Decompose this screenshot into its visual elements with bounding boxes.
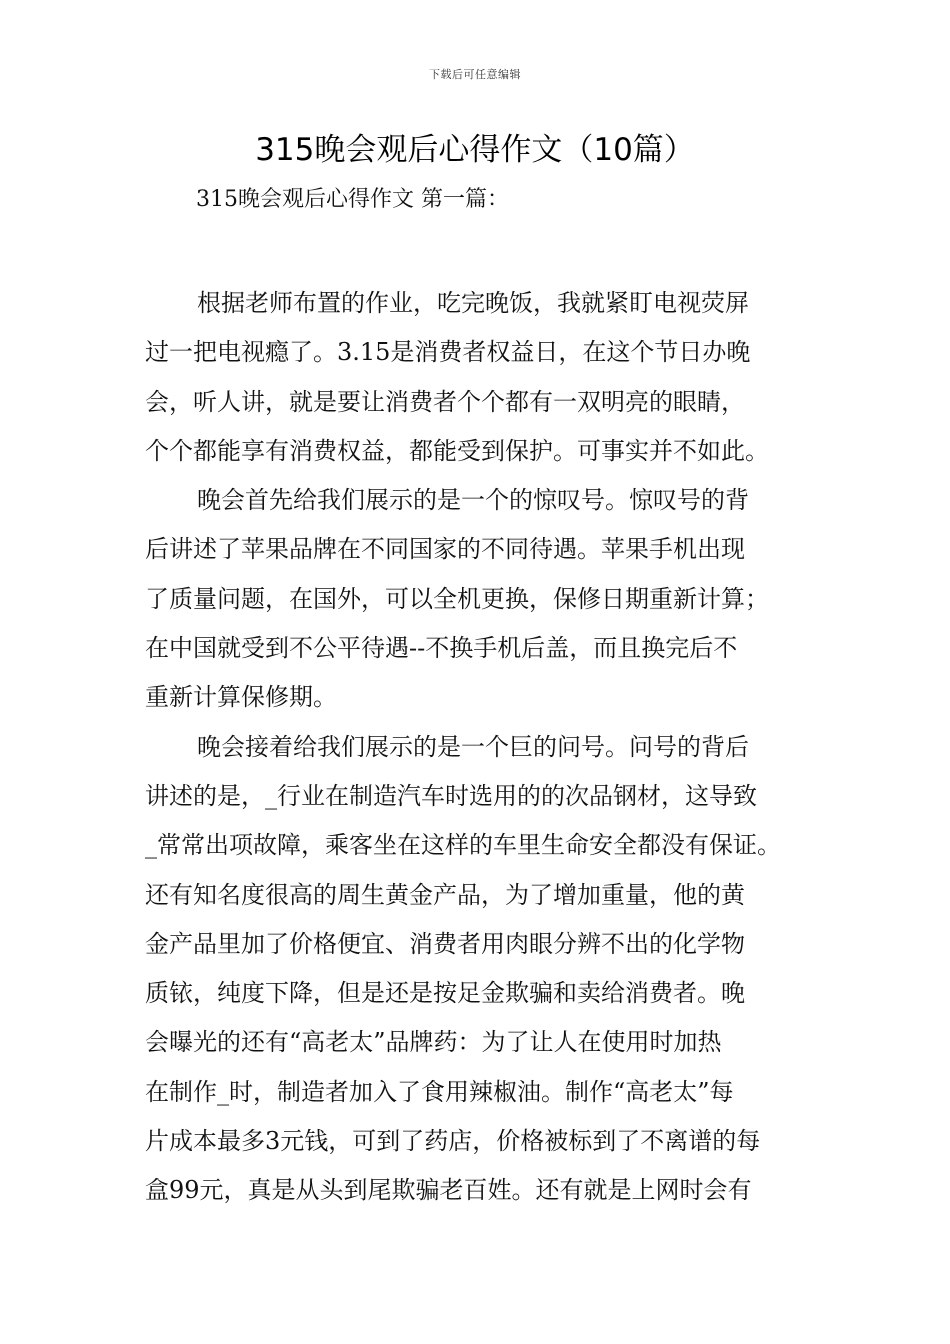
paragraph-line: 了质量问题，在国外，可以全机更换，保修日期重新计算； (145, 584, 769, 613)
paragraph-line: 晚会首先给我们展示的是一个的惊叹号。惊叹号的背 (197, 486, 749, 515)
paragraph-line: 重新计算保修期。 (145, 683, 337, 712)
section-heading: 315晚会观后心得作文 第一篇： (196, 187, 509, 212)
paragraph-line: 会，听人讲，就是要让消费者个个都有一双明亮的眼睛， (145, 387, 745, 416)
document-title: 315晚会观后心得作文（10篇） (255, 132, 695, 168)
paragraph-line: 在制作_时，制造者加入了食用辣椒油。制作“高老太”每 (145, 1077, 734, 1106)
document-body (145, 279, 813, 1216)
paragraph-line: 讲述的是，_行业在制造汽车时选用的的次品钢材，这导致 (145, 781, 757, 810)
paragraph-line: 在中国就受到不公平待遇--不换手机后盖，而且换完后不 (145, 634, 738, 663)
paragraph-line: 会曝光的还有“高老太”品牌药：为了让人在使用时加热 (145, 1028, 722, 1057)
paragraph-line: _常常出项故障，乘客坐在这样的车里生命安全都没有保证。 (145, 831, 781, 860)
paragraph-1 (145, 279, 813, 476)
paragraph-line: 过一把电视瘾了。3.15是消费者权益日，在这个节日办晚 (145, 338, 751, 367)
paragraph-2 (145, 476, 813, 722)
paragraph-3 (145, 723, 813, 1216)
paragraph-line: 质铱，纯度下降，但是还是按足金欺骗和卖给消费者。晚 (145, 979, 745, 1008)
header-note: 下载后可任意编辑 (429, 68, 521, 81)
paragraph-line: 金产品里加了价格便宜、消费者用肉眼分辨不出的化学物 (145, 929, 745, 958)
paragraph-line: 还有知名度很高的周生黄金产品，为了增加重量，他的黄 (145, 880, 745, 909)
paragraph-line: 晚会接着给我们展示的是一个巨的问号。问号的背后 (197, 732, 749, 761)
paragraph-line: 后讲述了苹果品牌在不同国家的不同待遇。苹果手机出现 (145, 535, 745, 564)
paragraph-line: 片成本最多3元钱，可到了药店，价格被标到了不离谱的每 (145, 1127, 761, 1156)
paragraph-line: 盒99元，真是从头到尾欺骗老百姓。还有就是上网时会有 (145, 1176, 752, 1205)
paragraph-line: 根据老师布置的作业，吃完晚饭，我就紧盯电视荧屏 (197, 289, 749, 317)
paragraph-line: 个个都能享有消费权益，都能受到保护。可事实并不如此。 (145, 436, 769, 465)
